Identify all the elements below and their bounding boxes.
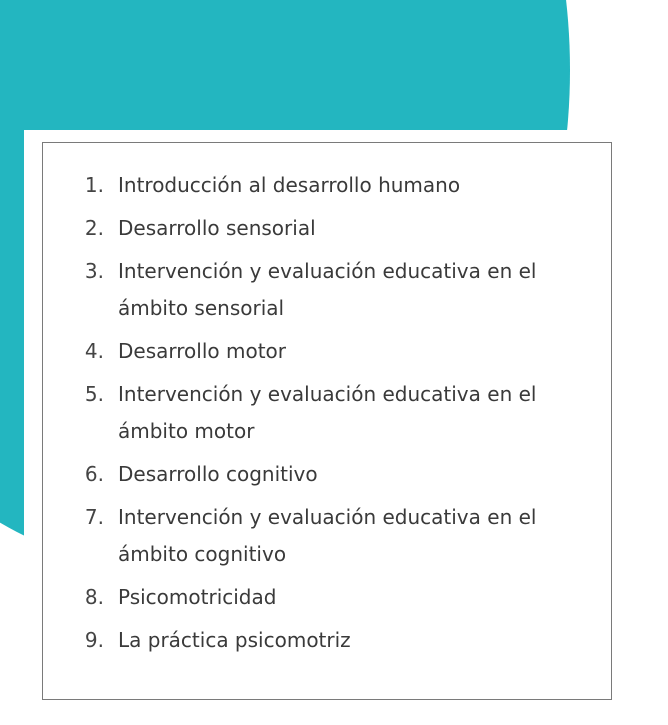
toc-item-number: 3.: [84, 259, 104, 283]
toc-item-label: Desarrollo cognitivo: [118, 462, 318, 486]
toc-item-1: [43, 167, 611, 204]
toc-item-6: [43, 456, 611, 493]
toc-item-number: 1.: [84, 173, 104, 197]
table-of-contents-list: [43, 167, 611, 665]
toc-item-label: Introducción al desarrollo humano: [118, 173, 461, 197]
toc-item-label: Intervención y evaluación educativa en el ámbito cognitivo: [118, 505, 537, 566]
table-of-contents-card: [42, 142, 612, 700]
toc-item-number: 4.: [84, 339, 104, 363]
toc-item-2: [43, 210, 611, 247]
toc-item-number: 6.: [84, 462, 104, 486]
toc-item-label: Desarrollo sensorial: [118, 216, 316, 240]
toc-item-number: 8.: [84, 585, 104, 609]
toc-item-5: [43, 376, 611, 450]
toc-item-3: [43, 253, 611, 327]
toc-item-label: Desarrollo motor: [118, 339, 286, 363]
toc-item-label: Intervención y evaluación educativa en el ámbito motor: [118, 382, 537, 443]
toc-item-number: 9.: [84, 628, 104, 652]
toc-item-9: [43, 622, 611, 659]
toc-item-label: La práctica psicomotriz: [118, 628, 351, 652]
toc-item-number: 7.: [84, 505, 104, 529]
toc-item-number: 2.: [84, 216, 104, 240]
toc-item-label: Psicomotricidad: [118, 585, 277, 609]
toc-item-label: Intervención y evaluación educativa en el ámbito sensorial: [118, 259, 537, 320]
toc-item-4: [43, 333, 611, 370]
toc-item-7: [43, 499, 611, 573]
toc-item-8: [43, 579, 611, 616]
toc-item-number: 5.: [84, 382, 104, 406]
